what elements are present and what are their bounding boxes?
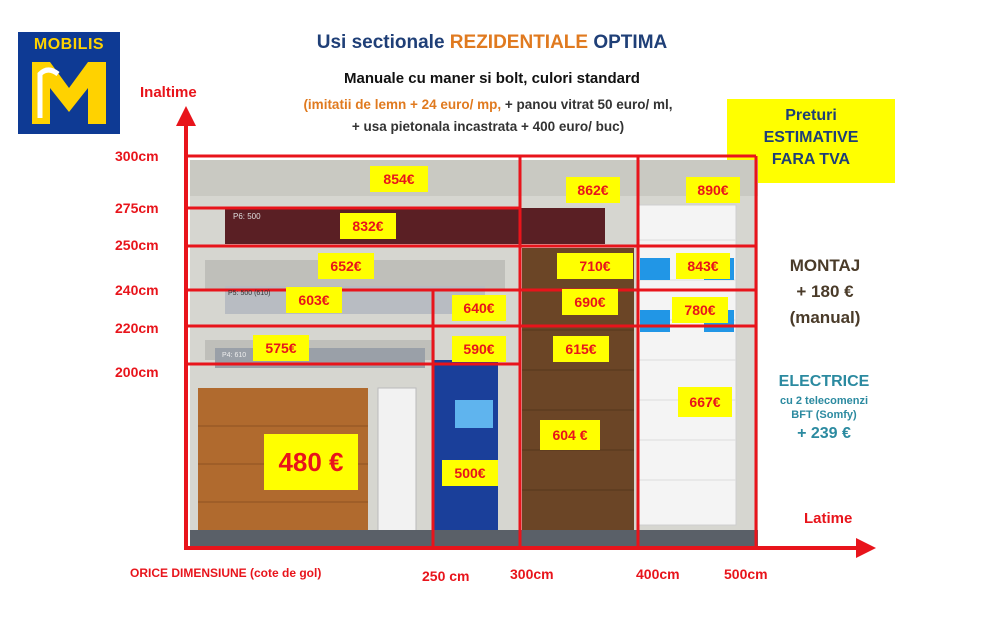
estimative-line3: FARA TVA: [771, 151, 851, 168]
price-603: 603€: [286, 287, 342, 313]
x-tick-500: 500cm: [724, 566, 768, 582]
x-axis-arrow: [856, 538, 876, 558]
logo-text: MOBILIS: [33, 36, 105, 53]
x-axis-title: Latime: [804, 510, 853, 527]
price-615: 615€: [553, 336, 609, 362]
price-832: 832€: [340, 213, 396, 239]
estimative-line2: ESTIMATIVE: [763, 129, 859, 146]
montaj-price: + 180 €: [796, 282, 854, 301]
y-tick-250: 250cm: [115, 237, 159, 253]
electrice-remotes: cu 2 telecomenzi: [779, 395, 869, 407]
subtitle: Manuale cu maner si bolt, culori standard: [344, 70, 640, 87]
y-tick-275: 275cm: [115, 200, 159, 216]
price-652: 652€: [318, 253, 374, 279]
price-843: 843€: [676, 253, 730, 279]
door-label-p5: P5: 500 (610): [228, 290, 271, 297]
y-axis-arrow: [176, 106, 196, 126]
door-label-p6: P6: 500: [233, 212, 261, 221]
electrice-price: + 239 €: [797, 425, 851, 442]
y-tick-300: 300cm: [115, 148, 159, 164]
price-note-line2: + usa pietonala incastrata + 400 euro/ buc): [351, 119, 625, 134]
price-640: 640€: [452, 295, 506, 321]
price-862: 862€: [566, 177, 620, 203]
blue-door: [432, 360, 498, 540]
blue-door-window: [455, 400, 493, 428]
price-667: 667€: [678, 387, 732, 417]
price-890: 890€: [686, 177, 740, 203]
x-tick-300: 300cm: [510, 566, 554, 582]
pedestrian-door: [378, 388, 416, 538]
montaj-block: [770, 256, 880, 328]
montaj-type: (manual): [789, 308, 861, 327]
y-tick-240: 240cm: [115, 282, 159, 298]
price-690: 690€: [562, 289, 618, 315]
door-p6: [225, 208, 605, 244]
electrice-brand: BFT (Somfy): [791, 409, 857, 421]
y-tick-220: 220cm: [115, 320, 159, 336]
x-axis-note: ORICE DIMENSIUNE (cote de gol): [130, 566, 322, 580]
electrice-title: ELECTRICE: [778, 373, 870, 390]
ground: [190, 530, 758, 548]
price-note-line1: (imitatii de lemn + 24 euro/ mp, + panou vitrat 50 euro/ ml,: [303, 97, 673, 112]
estimative-line1: Preturi: [785, 107, 837, 124]
price-854: 854€: [370, 166, 428, 192]
door-label-p4: P4: 610: [222, 352, 247, 359]
y-tick-200: 200cm: [115, 364, 159, 380]
page-title: Usi sectionale REZIDENTIALE OPTIMA: [316, 32, 668, 53]
price-780: 780€: [672, 297, 728, 323]
price-575: 575€: [253, 335, 309, 361]
price-480: 480 €: [264, 434, 358, 490]
price-710: 710€: [557, 253, 633, 279]
electrice-block: [764, 373, 884, 443]
house-cornice: [190, 160, 758, 196]
y-axis-title: Inaltime: [140, 84, 197, 101]
x-tick-250: 250 cm: [422, 568, 470, 584]
x-tick-400: 400cm: [636, 566, 680, 582]
price-604: 604 €: [540, 420, 600, 450]
montaj-title: MONTAJ: [789, 256, 861, 275]
price-500: 500€: [442, 460, 498, 486]
price-590: 590€: [452, 336, 506, 362]
